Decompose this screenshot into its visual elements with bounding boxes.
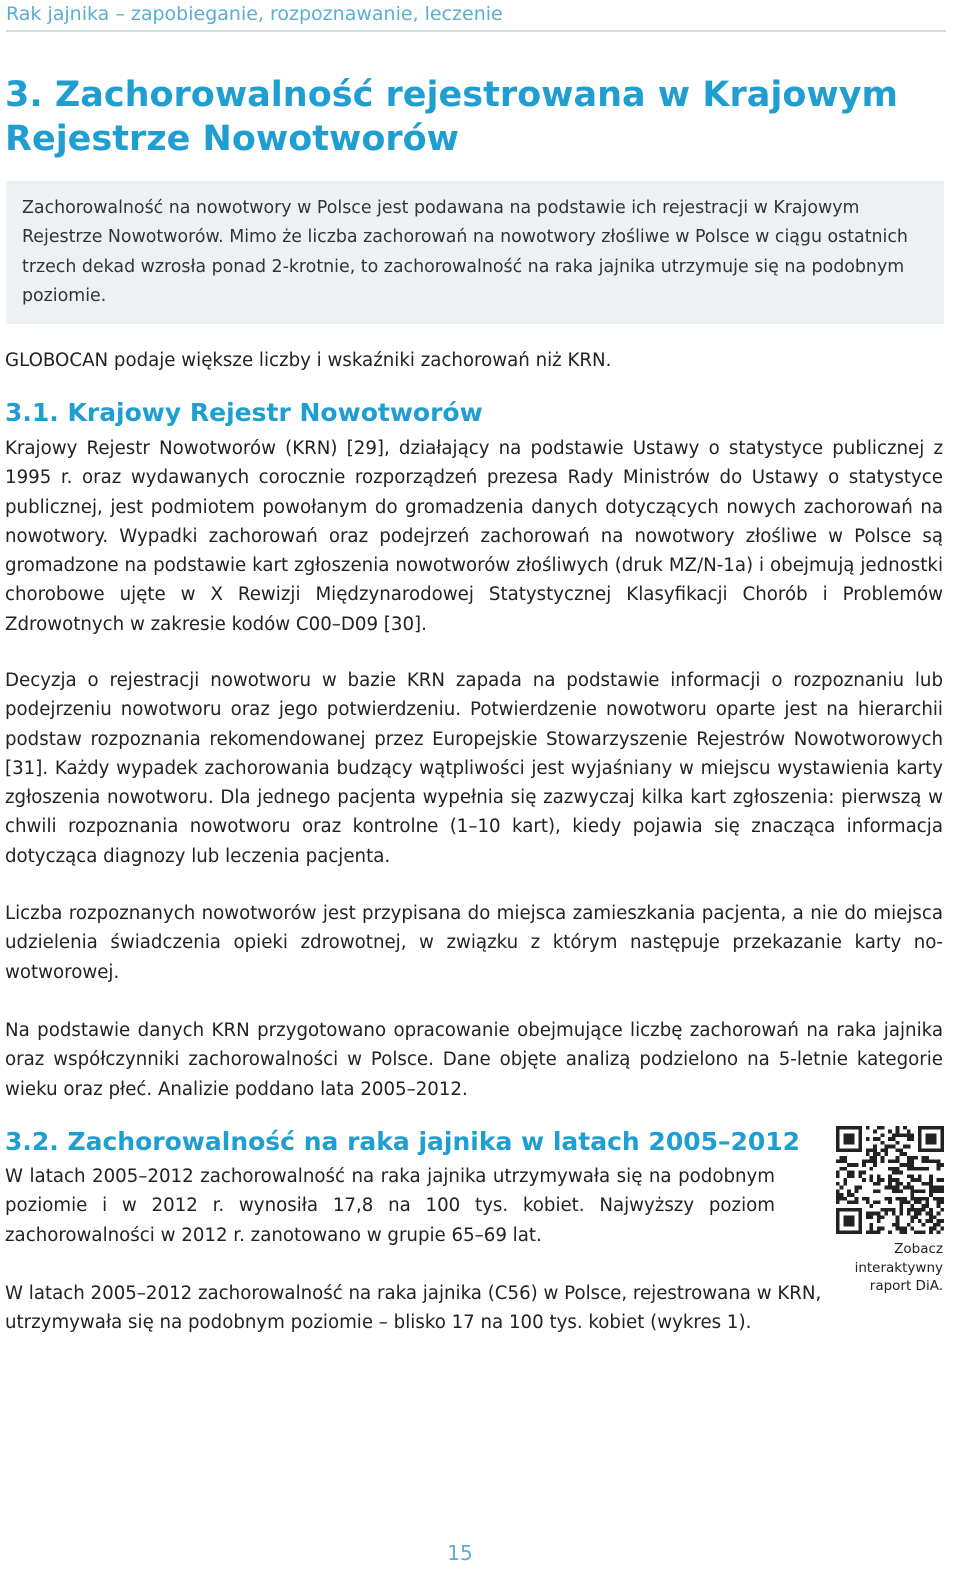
section-title: 3. Zachorowalność rejestrowana w Krajowym Rejestrze Nowotworów <box>5 75 898 159</box>
subsection-title-3-1: 3.1. Krajowy Rejestr Nowotworów <box>5 398 483 427</box>
paragraph-incidence-krn: W latach 2005–2012 zachorowalność na raka jajnika (C56) w Polsce, rejestrowana w KRN, utrzymywała się na podobnym poziomie – blisko 17 na 100 tys. kobiet (wykres 1). <box>5 1283 822 1334</box>
paragraph-analysis: Na podstawie danych KRN przygotowano opracowanie obejmujące liczbę zachorowań na raka jajnika oraz współczynniki zachorowalności w Polsce. Dane objęte analizą podzielono na 5-letnie kategorie wieku oraz płeć. Analizie poddano lata 2005–2012. <box>5 1020 943 1100</box>
subsection-title-3-2: 3.2. Zachorowalność na raka jajnika w latach 2005–2012 <box>5 1127 801 1156</box>
paragraph-krn-intro: Krajowy Rejestr Nowotworów (KRN) [29], działający na podstawie Ustawy o statystyce publicznej z 1995 r. oraz wydawanych corocznie rozporządzeń prezesa Rady Ministrów do Ustawy o statystyce publicznej, jest podmiotem powołanym do gromadzenia danych dotyczących nowych zachorowań na nowotwory. Wypadki zachorowań oraz podejrzeń zachorowań na nowotwory złośliwe w Polsce są gromadzone na podstawie kart zgłoszenia nowotworów złośliwych (druk MZ/N-1a) i obejmują jednostki chorobowe ujęte w X Rewizji Międzynarodowej Statystycznej Klasyfikacji Chorób i Problemów Zdrowotnych w zakresie kodów C00–D09 [30]. <box>5 438 943 635</box>
globocan-note: GLOBOCAN podaje większe liczby i wskaźniki zachorowań niż KRN. <box>5 350 612 371</box>
intro-text: Zachorowalność na nowotwory w Polsce jest podawana na podstawie ich rejestracji w Krajowym Rejestrze Nowotworów. Mimo że liczba zachorowań na nowotwory złośliwe w Polsce w ciągu ostatnich trzech dekad wzrosła ponad 2-krotnie, to zachorowalność na raka jajnika utrzymuje się na podobnym poziomie. <box>22 198 908 306</box>
page-number: 15 <box>447 1541 473 1565</box>
paragraph-registration-decision: Decyzja o rejestracji nowotworu w bazie KRN zapada na podstawie informacji o rozpoznaniu lub podejrzeniu nowotworu oraz jego potwierdzeniu. Potwierdzenie nowotworu oparte jest na hierarchii podstaw rozpoznania rekomendowanej przez Europejskie Stowarzyszenie Rejestrów Nowotworowych [31]. Każdy wypadek zachorowania budzący wątpliwości jest wyjaśniany w miejscu wystawienia karty zgłoszenia nowotworu. Dla jednego pacjenta wypełnia się zazwyczaj kilka kart zgłoszenia: pierwszą w chwili rozpoznania nowotworu oraz kontrolne (1–10 kart), kiedy pojawia się znacząca informacja dotycząca diagnozy lub leczenia pacjenta. <box>5 670 943 867</box>
running-header: Rak jajnika – zapobieganie, rozpoznawanie, leczenie <box>6 2 946 32</box>
paragraph-incidence-2012: W latach 2005–2012 zachorowalność na raka jajnika utrzymywała się na podobnym poziomie i w 2012 r. wynosiła 17,8 na 100 tys. kobiet. Najwyższy poziom zachorowalności w 2012 r. zanotowano w grupie 65–69 lat. <box>5 1166 775 1246</box>
paragraph-residence: Liczba rozpoznanych nowotworów jest przypisana do miejsca zamieszkania pacjenta, a nie do miejsca udzielenia świadczenia opieki zdrowotnej, w związku z którym następuje przekazanie karty nowotworowej. <box>5 903 943 983</box>
qr-caption: Zobacz interaktywny raport DiA. <box>854 1241 943 1294</box>
intro-box <box>6 181 944 324</box>
qr-code-icon[interactable] <box>836 1126 944 1234</box>
